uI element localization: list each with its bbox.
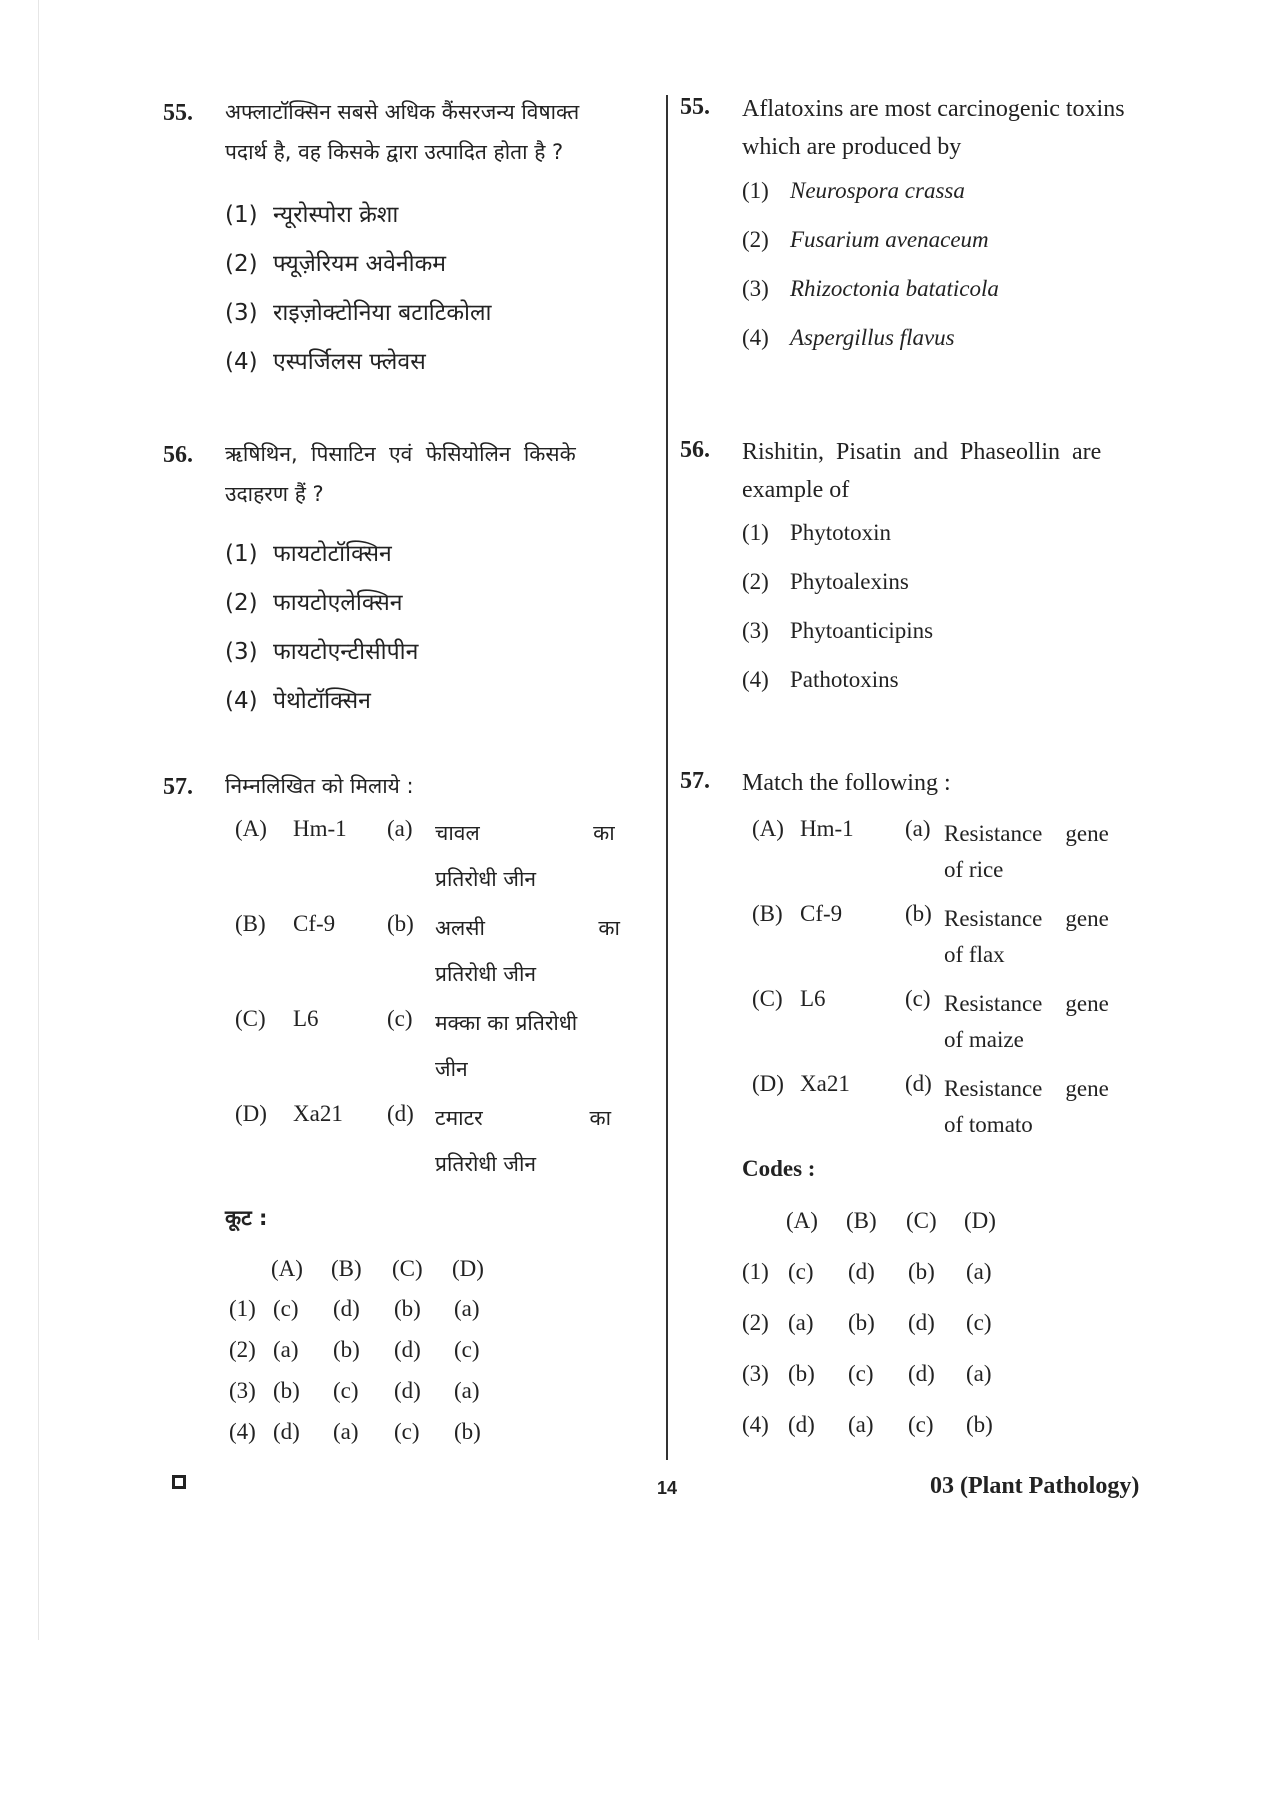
match-label: (C)	[235, 1006, 266, 1031]
match-description-line: प्रतिरोधी जीन	[435, 867, 537, 891]
match-description-line: Resistance gene	[944, 821, 1109, 846]
option-3	[225, 632, 418, 681]
codes-header-cell: (C)	[392, 1256, 423, 1281]
match-label: (B)	[752, 901, 783, 926]
question-text	[225, 92, 635, 172]
question-number: 57.	[163, 774, 193, 800]
match-description-line: Resistance gene	[944, 991, 1109, 1016]
match-label: (D)	[235, 1101, 267, 1126]
codes-option-number: (1)	[229, 1296, 256, 1321]
codes-cell: (a)	[966, 1361, 992, 1386]
codes-cell: (d)	[788, 1412, 815, 1437]
question-text: Match the following :	[742, 770, 951, 796]
match-row	[752, 816, 1162, 901]
codes-option-number: (4)	[742, 1412, 769, 1437]
codes-option-number: (3)	[742, 1361, 769, 1386]
match-description	[435, 1000, 577, 1092]
codes-row	[742, 1259, 1042, 1310]
question-number: 55.	[680, 94, 710, 120]
question-number: 55.	[163, 100, 193, 126]
codes-cell: (d)	[394, 1337, 421, 1362]
question-text	[225, 434, 635, 514]
codes-row	[229, 1296, 529, 1337]
codes-header-cell: (B)	[846, 1208, 877, 1233]
codes-cell: (a)	[788, 1310, 814, 1335]
option-number: (2)	[742, 569, 769, 594]
option-2	[742, 569, 933, 618]
option-text: Phytoalexins	[790, 569, 909, 594]
square-marker-icon	[172, 1475, 186, 1489]
match-label: (b)	[905, 901, 932, 926]
codes-cell: (b)	[908, 1259, 935, 1284]
match-item: Cf-9	[800, 901, 843, 926]
match-item: Xa21	[800, 1071, 850, 1096]
match-description-line: of maize	[944, 1027, 1024, 1052]
codes-cell: (b)	[394, 1296, 421, 1321]
option-2	[225, 583, 418, 632]
codes-heading: कूट :	[225, 1206, 268, 1230]
codes-cell: (b)	[966, 1412, 993, 1437]
option-number: (1)	[225, 202, 258, 228]
codes-cell: (d)	[333, 1296, 360, 1321]
column-divider	[666, 95, 668, 1460]
codes-option-number: (2)	[229, 1337, 256, 1362]
codes-header-cell: (D)	[452, 1256, 484, 1281]
match-row	[752, 1071, 1162, 1156]
question-number: 56.	[163, 442, 193, 468]
codes-row	[229, 1337, 529, 1378]
match-label: (A)	[235, 816, 267, 841]
option-number: (4)	[742, 667, 769, 692]
codes-cell: (c)	[333, 1378, 359, 1403]
match-description-line: टमाटर का	[435, 1106, 612, 1130]
option-3	[742, 276, 999, 325]
match-description-line: of rice	[944, 857, 1004, 882]
codes-cell: (a)	[454, 1296, 480, 1321]
match-label: (a)	[905, 816, 931, 841]
codes-header-cell: (D)	[964, 1208, 996, 1233]
option-3	[225, 293, 492, 342]
option-number: (3)	[225, 300, 258, 326]
codes-cell: (a)	[333, 1419, 359, 1444]
match-label: (d)	[387, 1101, 414, 1126]
options-list	[225, 534, 418, 730]
page-number: 14	[657, 1478, 678, 1498]
match-item: L6	[293, 1006, 319, 1031]
option-2	[742, 227, 999, 276]
option-4	[742, 325, 999, 374]
option-number: (4)	[225, 688, 258, 714]
codes-row	[229, 1378, 529, 1419]
codes-option-number: (4)	[229, 1419, 256, 1444]
match-description-line: प्रतिरोधी जीन	[435, 962, 537, 986]
match-item: Cf-9	[293, 911, 336, 936]
option-3	[742, 618, 933, 667]
match-description-line: Resistance gene	[944, 906, 1109, 931]
option-1	[742, 178, 999, 227]
option-number: (4)	[225, 349, 258, 375]
match-item: Hm-1	[293, 816, 347, 841]
option-text: एस्पर्जिलस फ्लेवस	[273, 349, 426, 375]
option-4	[225, 681, 418, 730]
option-text: Rhizoctonia bataticola	[790, 276, 999, 301]
option-number: (1)	[225, 541, 258, 567]
codes-cell: (d)	[848, 1259, 875, 1284]
option-text: फायटोएन्टीसीपीन	[273, 639, 419, 665]
match-label: (b)	[387, 911, 414, 936]
question-text-line: उदाहरण हैं ?	[225, 482, 324, 506]
match-row	[235, 816, 635, 911]
question-text-line: पदार्थ है, वह किसके द्वारा उत्पादित होता है ?	[225, 140, 564, 164]
codes-cell: (b)	[273, 1378, 300, 1403]
match-description-line: मक्का का प्रतिरोधी	[435, 1011, 578, 1035]
option-1	[225, 534, 418, 583]
match-label: (d)	[905, 1071, 932, 1096]
match-label: (c)	[905, 986, 931, 1011]
question-text-line: Rishitin, Pisatin and Phaseollin are	[742, 439, 1102, 465]
match-label: (a)	[387, 816, 413, 841]
option-text: पेथोटॉक्सिन	[273, 688, 371, 714]
codes-header-cell: (A)	[786, 1208, 818, 1233]
question-text-line: अफ्लाटॉक्सिन सबसे अधिक कैंसरजन्य विषाक्त	[225, 100, 580, 124]
question-text-line: which are produced by	[742, 134, 962, 160]
codes-cell: (b)	[788, 1361, 815, 1386]
match-row	[752, 986, 1162, 1071]
option-1	[225, 195, 492, 244]
match-item: L6	[800, 986, 826, 1011]
question-text-line: ऋषिथिन, पिसाटिन एवं फेसियोलिन किसके	[225, 442, 576, 466]
codes-cell: (a)	[273, 1337, 299, 1362]
codes-cell: (c)	[788, 1259, 814, 1284]
match-item: Hm-1	[800, 816, 854, 841]
option-number: (3)	[225, 639, 258, 665]
subject-label: 03 (Plant Pathology)	[930, 1473, 1140, 1499]
question-number: 56.	[680, 437, 710, 463]
codes-row	[742, 1310, 1042, 1361]
codes-option-number: (3)	[229, 1378, 256, 1403]
codes-header-cell: (C)	[906, 1208, 937, 1233]
options-list	[742, 178, 999, 374]
codes-cell: (d)	[908, 1361, 935, 1386]
option-4	[225, 342, 492, 391]
match-label: (c)	[387, 1006, 413, 1031]
match-item: Xa21	[293, 1101, 343, 1126]
match-label: (B)	[235, 911, 266, 936]
option-number: (1)	[742, 520, 769, 545]
match-description-line: of flax	[944, 942, 1005, 967]
codes-row	[229, 1419, 529, 1460]
match-description	[944, 901, 1109, 973]
match-description-line: Resistance gene	[944, 1076, 1109, 1101]
option-number: (2)	[225, 251, 258, 277]
match-description	[944, 1071, 1109, 1143]
match-description	[944, 986, 1109, 1058]
option-text: Phytoanticipins	[790, 618, 934, 643]
option-number: (1)	[742, 178, 769, 203]
question-text: निम्नलिखित को मिलाये :	[225, 774, 414, 798]
codes-cell: (b)	[333, 1337, 360, 1362]
match-row	[235, 1006, 635, 1101]
codes-cell: (c)	[966, 1310, 992, 1335]
codes-cell: (c)	[454, 1337, 480, 1362]
option-number: (2)	[225, 590, 258, 616]
codes-cell: (a)	[454, 1378, 480, 1403]
option-1	[742, 520, 933, 569]
match-description-line: अलसी का	[435, 916, 620, 940]
codes-row	[742, 1412, 1042, 1463]
codes-row	[742, 1361, 1042, 1412]
codes-cell: (c)	[848, 1361, 874, 1386]
codes-option-number: (1)	[742, 1259, 769, 1284]
match-row	[235, 1101, 635, 1196]
match-description-line: जीन	[435, 1057, 468, 1081]
option-number: (2)	[742, 227, 769, 252]
codes-header-row	[229, 1256, 529, 1296]
codes-header-cell: (B)	[331, 1256, 362, 1281]
match-description-line: चावल का	[435, 821, 615, 845]
option-text: राइज़ोक्टोनिया बटाटिकोला	[273, 300, 492, 326]
match-description-line: of tomato	[944, 1112, 1033, 1137]
option-4	[742, 667, 933, 716]
codes-cell: (a)	[966, 1259, 992, 1284]
option-text: न्यूरोस्पोरा क्रेशा	[273, 202, 399, 228]
option-text: Fusarium avenaceum	[790, 227, 989, 252]
question-text	[742, 90, 1157, 166]
option-text: Aspergillus flavus	[790, 325, 955, 350]
codes-header-row	[742, 1208, 1042, 1259]
codes-cell: (d)	[394, 1378, 421, 1403]
match-label: (A)	[752, 816, 784, 841]
codes-option-number: (2)	[742, 1310, 769, 1335]
question-number: 57.	[680, 768, 710, 794]
option-number: (3)	[742, 276, 769, 301]
options-list	[225, 195, 492, 391]
match-description	[435, 905, 620, 997]
match-description-line: प्रतिरोधी जीन	[435, 1152, 537, 1176]
option-text: फायटोटॉक्सिन	[273, 541, 392, 567]
match-row	[752, 901, 1162, 986]
match-label: (C)	[752, 986, 783, 1011]
option-number: (3)	[742, 618, 769, 643]
options-list	[742, 520, 933, 716]
codes-cell: (b)	[848, 1310, 875, 1335]
page-edge-line	[38, 0, 39, 1640]
option-text: Neurospora crassa	[790, 178, 965, 203]
match-label: (D)	[752, 1071, 784, 1096]
option-2	[225, 244, 492, 293]
option-text: Pathotoxins	[790, 667, 899, 692]
codes-header-cell: (A)	[271, 1256, 303, 1281]
match-description	[944, 816, 1109, 888]
codes-cell: (d)	[908, 1310, 935, 1335]
option-text: फायटोएलेक्सिन	[273, 590, 403, 616]
codes-heading: Codes :	[742, 1156, 816, 1181]
option-number: (4)	[742, 325, 769, 350]
question-text-line: example of	[742, 477, 850, 503]
option-text: Phytotoxin	[790, 520, 891, 545]
question-text	[742, 433, 1157, 509]
codes-cell: (d)	[273, 1419, 300, 1444]
match-row	[235, 911, 635, 1006]
question-text-line: Aflatoxins are most carcinogenic toxins	[742, 96, 1125, 122]
codes-cell: (c)	[273, 1296, 299, 1321]
match-description	[435, 810, 615, 902]
codes-cell: (c)	[394, 1419, 420, 1444]
match-description	[435, 1095, 611, 1187]
codes-cell: (c)	[908, 1412, 934, 1437]
codes-cell: (a)	[848, 1412, 874, 1437]
option-text: फ्यूज़ेरियम अवेनीकम	[273, 251, 447, 277]
codes-cell: (b)	[454, 1419, 481, 1444]
